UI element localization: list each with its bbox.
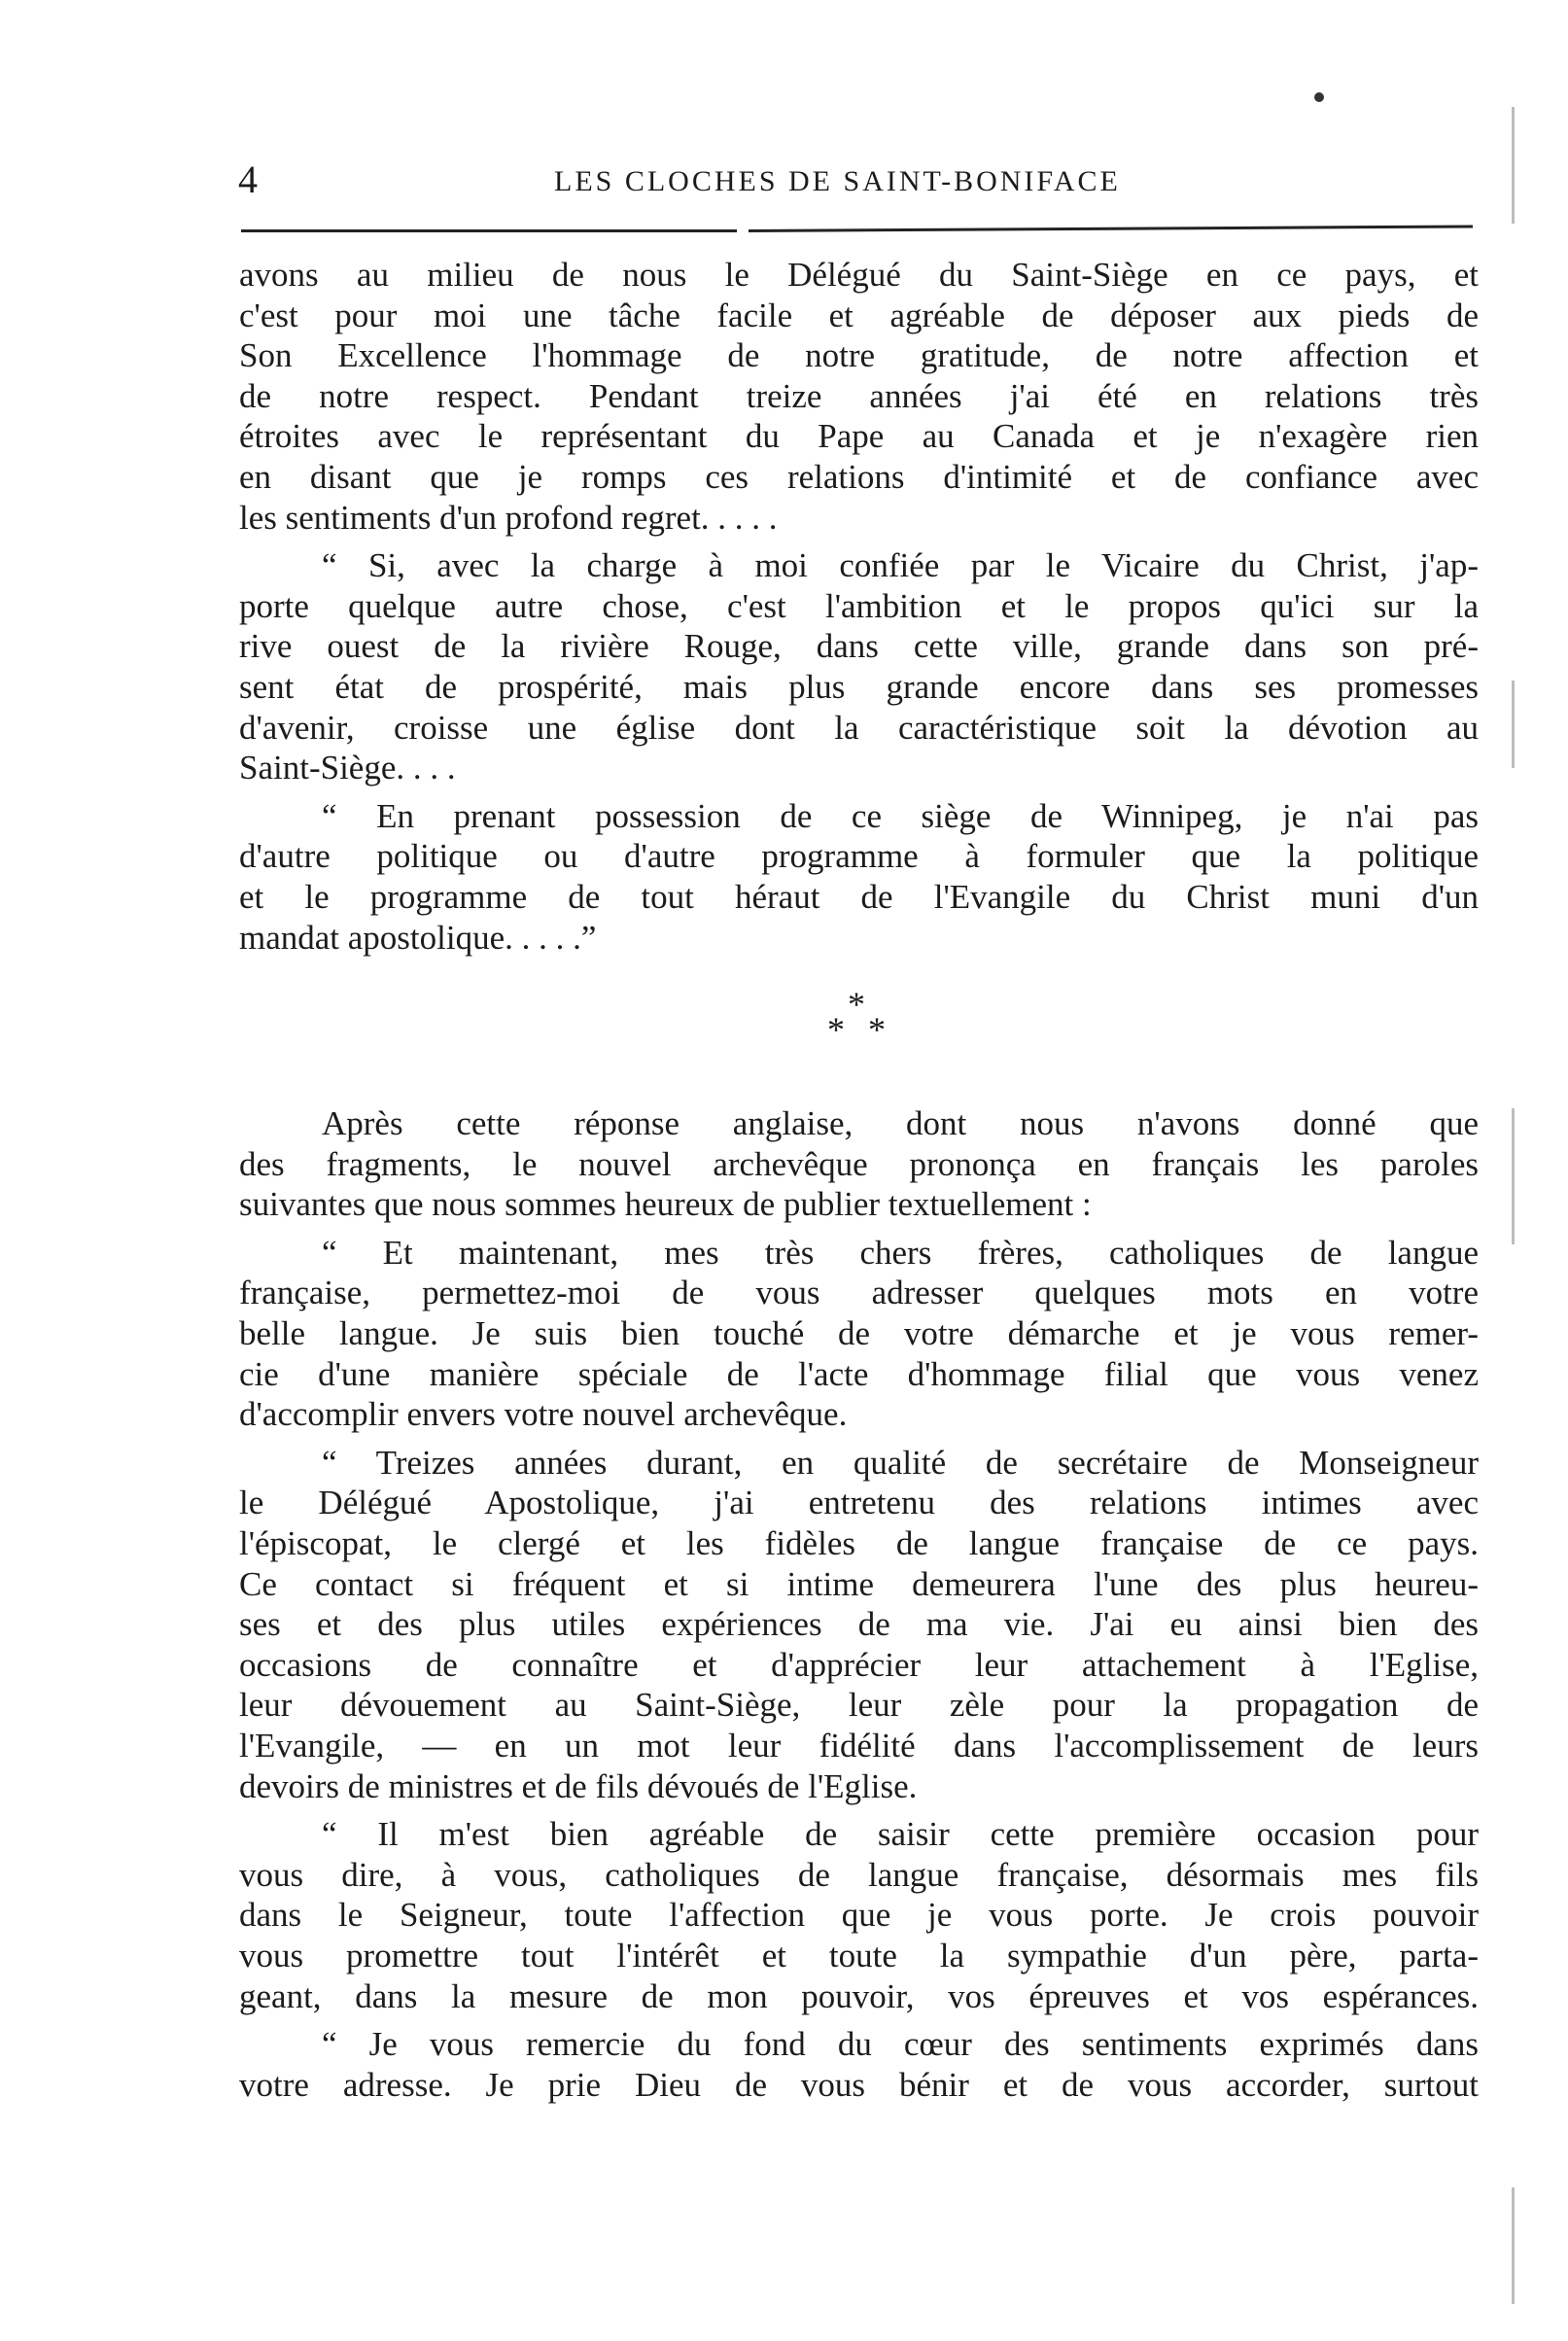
asterism-star: * — [848, 985, 865, 1025]
text-line: et le programme de tout héraut de l'Evangile du Christ muni d'un — [239, 877, 1479, 916]
page-number: 4 — [238, 157, 258, 201]
text-line: d'avenir, croisse une église dont la caractéristique soit la dévotion au — [239, 708, 1479, 747]
text-line: Saint-Siège. . . . — [239, 749, 456, 787]
paragraph — [239, 1233, 1479, 1435]
text-line: Après cette réponse anglaise, dont nous n'avons donné que — [322, 1104, 1479, 1143]
paragraph — [239, 1814, 1479, 2016]
text-line: cie d'une manière spéciale de l'acte d'hommage filial que vous venez — [239, 1354, 1479, 1393]
paragraph — [239, 1103, 1479, 1225]
asterism-star: * — [868, 1010, 886, 1050]
text-line: “ Treizes années durant, en qualité de secrétaire de Monseigneur — [322, 1443, 1479, 1482]
body-text — [239, 255, 1479, 2105]
text-line: votre adresse. Je prie Dieu de vous bénir et de vous accorder, surtout — [239, 2065, 1479, 2104]
text-line: ses et des plus utiles expériences de ma vie. J'ai eu ainsi bien des — [239, 1605, 1479, 1644]
section-break-asterism — [239, 977, 1479, 1069]
text-line: le Délégué Apostolique, j'ai entretenu des relations intimes avec — [239, 1484, 1479, 1522]
paragraph — [239, 2024, 1479, 2105]
text-line: dans le Seigneur, toute l'affection que je vous porte. Je crois pouvoir — [239, 1896, 1479, 1935]
page-edge-mark — [1512, 681, 1515, 768]
text-line: “ Il m'est bien agréable de saisir cette première occasion pour — [322, 1815, 1479, 1854]
page-edge-mark — [1512, 107, 1515, 224]
text-line: les sentiments d'un profond regret. . . . . — [239, 498, 778, 537]
text-line: d'accomplir envers votre nouvel archevêque. — [239, 1395, 848, 1434]
text-line: d'autre politique ou d'autre programme à formuler que la politique — [239, 837, 1479, 876]
text-line: geant, dans la mesure de mon pouvoir, vos épreuves et vos espérances. — [239, 1976, 1479, 2015]
text-line: vous promettre tout l'intérêt et toute la sympathie d'un père, parta- — [239, 1936, 1479, 1974]
page-edge-mark — [1512, 2187, 1515, 2304]
text-line: avons au milieu de nous le Délégué du Saint-Siège en ce pays, et — [239, 256, 1479, 294]
text-line: “ En prenant possession de ce siège de Winnipeg, je n'ai pas — [322, 796, 1479, 835]
text-line: c'est pour moi une tâche facile et agréable de déposer aux pieds de — [239, 296, 1479, 334]
text-line: “ Et maintenant, mes très chers frères, catholiques de langue — [322, 1233, 1479, 1272]
text-line: porte quelque autre chose, c'est l'ambition et le propos qu'ici sur la — [239, 586, 1479, 625]
text-line: française, permettez-moi de vous adresser quelques mots en votre — [239, 1274, 1479, 1312]
text-line: leur dévouement au Saint-Siège, leur zèle pour la propagation de — [239, 1686, 1479, 1725]
text-line: rive ouest de la rivière Rouge, dans cette ville, grande dans son pré- — [239, 627, 1479, 666]
text-line: l'épiscopat, le clergé et les fidèles de langue française de ce pays. — [239, 1524, 1479, 1563]
text-line: “ Je vous remercie du fond du cœur des sentiments exprimés dans — [322, 2025, 1479, 2064]
header-rule — [749, 225, 1473, 232]
text-line: sent état de prospérité, mais plus grande encore dans ses promesses — [239, 667, 1479, 706]
text-line: occasions de connaître et d'apprécier leur attachement à l'Eglise, — [239, 1645, 1479, 1684]
text-line: Son Excellence l'hommage de notre gratitude, de notre affection et — [239, 336, 1479, 375]
page-header — [238, 156, 1473, 204]
page-edge-mark — [1512, 1108, 1515, 1244]
text-line: en disant que je romps ces relations d'intimité et de confiance avec — [239, 457, 1479, 496]
text-line: devoirs de ministres et de fils dévoués de l'Eglise. — [239, 1766, 918, 1805]
text-line: l'Evangile, — en un mot leur fidélité dans l'accomplissement de leurs — [239, 1727, 1479, 1764]
text-line: mandat apostolique. . . . .” — [239, 918, 597, 957]
paragraph — [239, 1443, 1479, 1806]
text-line: suivantes que nous sommes heureux de publier textuellement : — [239, 1185, 1092, 1224]
ink-speck — [1314, 92, 1324, 102]
text-line: des fragments, le nouvel archevêque prononça en français les paroles — [239, 1144, 1479, 1183]
paragraph — [239, 255, 1479, 538]
text-line: vous dire, à vous, catholiques de langue française, désormais mes fils — [239, 1855, 1479, 1894]
paragraph — [239, 796, 1479, 958]
text-line: “ Si, avec la charge à moi confiée par le Vicaire du Christ, j'ap- — [322, 546, 1479, 585]
text-line: étroites avec le représentant du Pape au Canada et je n'exagère rien — [239, 417, 1479, 456]
asterism-star: * — [827, 1010, 845, 1050]
text-line: belle langue. Je suis bien touché de votre démarche et je vous remer- — [239, 1314, 1479, 1353]
paragraph — [239, 545, 1479, 788]
text-line: de notre respect. Pendant treize années j'ai été en relations très — [239, 376, 1479, 415]
header-rule — [241, 229, 737, 232]
text-line: Ce contact si fréquent et si intime demeurera l'une des plus heureu- — [239, 1564, 1479, 1603]
running-title: LES CLOCHES DE SAINT-BONIFACE — [554, 165, 1121, 197]
